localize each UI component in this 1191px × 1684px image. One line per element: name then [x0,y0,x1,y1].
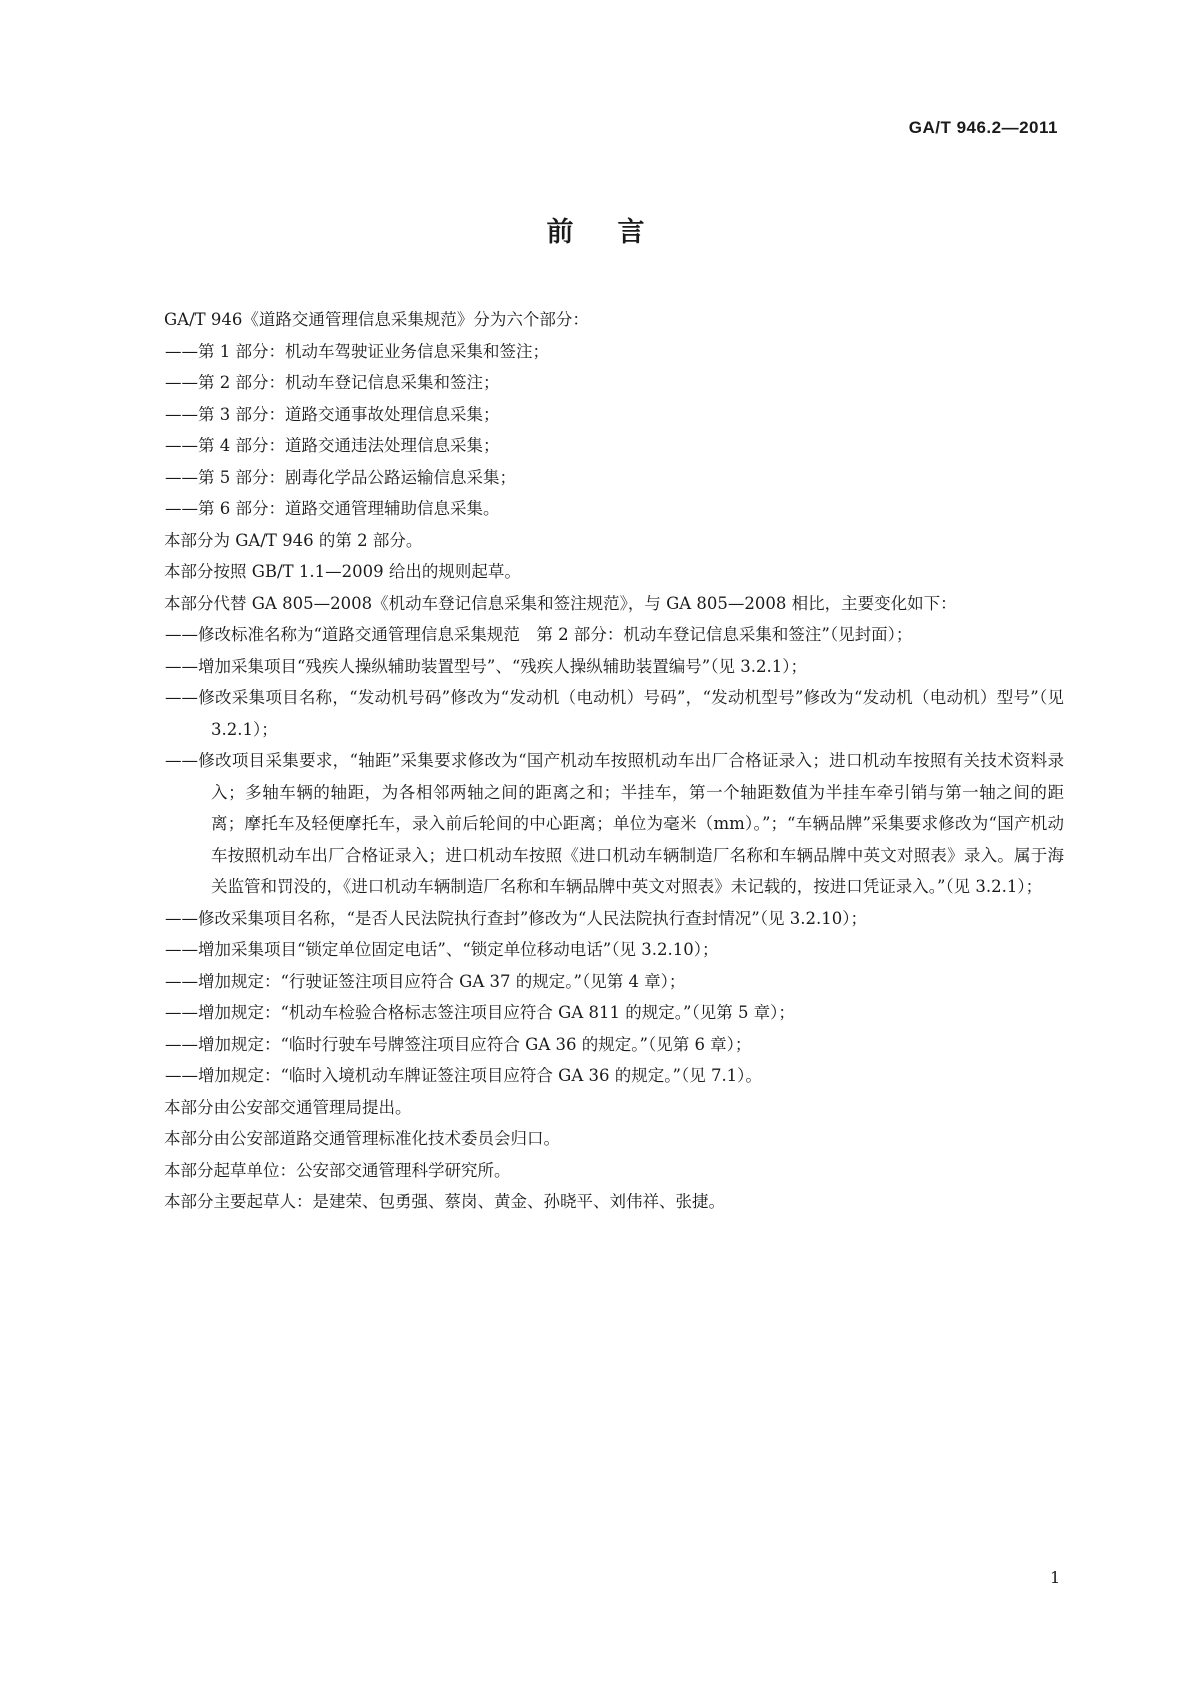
change-list-item: ——修改项目采集要求，“轴距”采集要求修改为“国产机动车按照机动车出厂合格证录入；进口机动车按照有关技术资料录入；多轴车辆的轴距，为各相邻两轴之间的距离之和；半挂车，第一个轴距数值为半挂车牵引销与第一轴之间的距离；摩托车及轻便摩托车，录入前后轮间的中心距离；单位为毫米（mm）。”；“车辆品牌”采集要求修改为“国产机动车按照机动车出厂合格证录入；进口机动车按照《进口机动车辆制造厂名称和车辆品牌中英文对照表》录入。属于海关监管和罚没的，《进口机动车辆制造厂名称和车辆品牌中英文对照表》未记载的，按进口凭证录入。”（见 3.2.1）； [165,751,1064,896]
intro-paragraph: GA/T 946《道路交通管理信息采集规范》分为六个部分： [164,310,589,329]
change-list-item: ——修改采集项目名称，“发动机号码”修改为“发动机（电动机）号码”，“发动机型号”修改为“发动机（电动机）型号”（见 3.2.1）； [165,688,1064,739]
proposed-by-paragraph: 本部分由公安部交通管理局提出。 [164,1097,412,1117]
change-list-item: ——增加采集项目“残疾人操纵辅助装置型号”、“残疾人操纵辅助装置编号”（见 3.2.1）； [165,656,807,676]
part-list-item: ——第 6 部分：道路交通管理辅助信息采集。 [165,499,500,518]
change-list-item: ——修改采集项目名称，“是否人民法院执行查封”修改为“人民法院执行查封情况”（见 3.2.10）； [165,908,867,928]
part-list-item: ——第 1 部分：机动车驾驶证业务信息采集和签注； [165,341,549,361]
drafting-unit-paragraph: 本部分起草单位：公安部交通管理科学研究所。 [164,1160,511,1180]
change-list-item: ——修改标准名称为“道路交通管理信息采集规范 第 2 部分：机动车登记信息采集和签注”（见封面）； [165,625,913,644]
part-list-item: ——第 2 部分：机动车登记信息采集和签注； [165,373,500,392]
change-list-item: ——增加规定：“行驶证签注项目应符合 GA 37 的规定。”（见第 4 章）； [165,971,686,991]
part-list-item: ——第 3 部分：道路交通事故处理信息采集； [165,404,500,424]
this-part-paragraph: 本部分为 GA/T 946 的第 2 部分。 [164,530,423,550]
page-number: 1 [1050,1568,1061,1587]
centralized-by-paragraph: 本部分由公安部道路交通管理标准化技术委员会归口。 [164,1129,560,1148]
replaces-paragraph: 本部分代替 GA 805—2008《机动车登记信息采集和签注规范》，与 GA 805—2008 相比，主要变化如下： [164,593,957,613]
page-title: 前言 [546,217,689,248]
change-list-item: ——增加规定：“临时入境机动车牌证签注项目应符合 GA 36 的规定。”（见 7.1）。 [165,1066,762,1085]
change-list-item: ——增加规定：“临时行驶车号牌签注项目应符合 GA 36 的规定。”（见第 6 章）； [165,1034,752,1054]
change-list-item: ——增加规定：“机动车检验合格标志签注项目应符合 GA 811 的规定。”（见第 5 章）； [165,1003,795,1022]
standard-code: GA/T 946.2—2011 [908,118,1058,137]
drafting-rule-paragraph: 本部分按照 GB/T 1.1—2009 给出的规则起草。 [164,562,521,581]
drafters-paragraph: 本部分主要起草人：是建荣、包勇强、蔡岗、黄金、孙晓平、刘伟祥、张捷。 [164,1192,725,1211]
change-list-item: ——增加采集项目“锁定单位固定电话”、“锁定单位移动电话”（见 3.2.10）； [165,940,719,959]
foreword-body [131,304,1064,1218]
part-list-item: ——第 4 部分：道路交通违法处理信息采集； [165,436,500,455]
part-list-item: ——第 5 部分：剧毒化学品公路运输信息采集； [165,467,516,487]
